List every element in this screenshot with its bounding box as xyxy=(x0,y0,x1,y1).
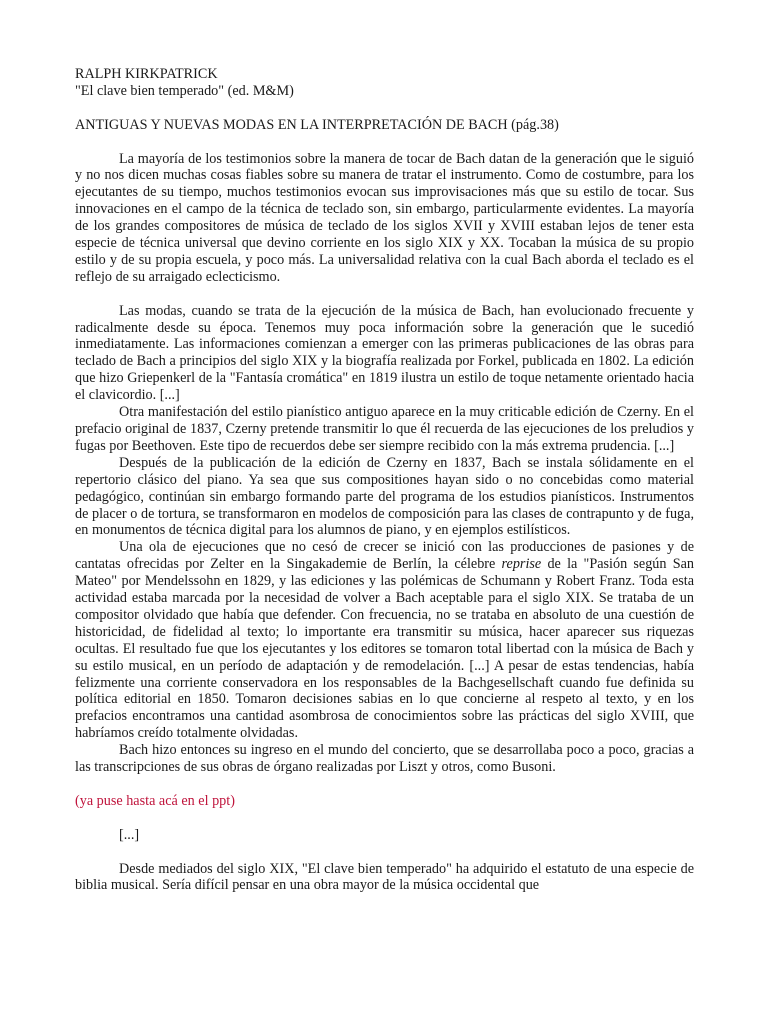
ellipsis-marker: [...] xyxy=(119,826,140,843)
spacer xyxy=(75,844,694,861)
spacer xyxy=(75,810,694,827)
spacer xyxy=(75,776,694,793)
source-reference: "El clave bien temperado" (ed. M&M) xyxy=(75,82,294,99)
paragraph-2: Las modas, cuando se trata de la ejecución de la música de Bach, han evolucionado frecuente y radicalmente desde su época. Tenemos muy poca información sobre la generación que le sucedió inmediatamente. Las informaciones comienzan a emerger con las primeras publicaciones de las obras para teclado de Bach a principios del siglo XIX y la biografía realizada por Forkel, publicada en 1802. La edición que hizo Griepenkerl de la "Fantasía cromática" en 1819 ilustra un estilo de toque netamente orientado hacia el clavicordio. [...] xyxy=(75,302,694,404)
paragraph-5-part-2: de la "Pasión según San Mateo" por Mendelssohn en 1829, y las ediciones y las polémicas de Schumann y Robert Franz. Toda esta actividad estaba marcada por la necesidad de volver a Bach aceptable para el siglo XIX. Se trataba de un compositor olvidado que había que defender. Con frecuencia, no se trataba en absoluto de una cuestión de historicidad, de fidelidad al texto; lo importante era transmitir su música, hacer aparecer sus riquezas ocultas. El resultado fue que los ejecutantes y los editores se tomaron total libertad con la música de Bach y su estilo musical, en un período de adaptación y de remodelación. [...] A pesar de estas tendencias, había felizmente una corriente conservadora en los responsables de la Bachgesellschaft cuando fue definida su política editorial en 1850. Tomaron decisiones sabias en lo que concierne al respeto al texto, y en los prefacios encontramos una cantidad asombrosa de conocimientos sobre las prácticas del siglo XVIII, que habríamos creído totalmente olvidadas. xyxy=(75,556,694,742)
section-title: ANTIGUAS Y NUEVAS MODAS EN LA INTERPRETACIÓN DE BACH (pág.38) xyxy=(75,116,559,133)
paragraph-6: Bach hizo entonces su ingreso en el mundo del concierto, que se desarrollaba poco a poco, gracias a las transcripciones de sus obras de órgano realizadas por Liszt y otros, como Busoni. xyxy=(75,742,694,776)
author-name: RALPH KIRKPATRICK xyxy=(75,66,218,82)
spacer xyxy=(75,134,694,151)
paragraph-7: Desde mediados del siglo XIX, "El clave bien temperado" ha adquirido el estatuto de una especie de biblia musical. Sería difícil pensar en una obra mayor de la música occidental que xyxy=(75,860,694,894)
margin-note: (ya puse hasta acá en el ppt) xyxy=(75,792,235,809)
paragraph-3: Otra manifestación del estilo pianístico antiguo aparece en la muy criticable edición de Czerny. En el prefacio original de 1837, Czerny pretende transmitir lo que él recuerda de las ejecuciones de los preludios y fugas por Beethoven. Este tipo de recuerdos debe ser siempre recibido con la más extrema prudencia. [...] xyxy=(75,404,694,454)
spacer xyxy=(75,100,694,117)
paragraph-4: Después de la publicación de la edición de Czerny en 1837, Bach se instala sólidamente en el repertorio clásico del piano. Ya sea que sus compositiones hayan sido o no concebidas como material pedagógico, continúan sin embargo formando parte del programa de los estudios pianísticos. Instrumentos de placer o de tortura, se transformaron en modelos de composición para las clases de contrapunto y de fuga, en monumentos de técnica digital para los alumnos de piano, y en ejemplos estilísticos. xyxy=(75,454,694,539)
paragraph-1: La mayoría de los testimonios sobre la manera de tocar de Bach datan de la generación que le siguió y no nos dicen muchas cosas fiables sobre su manera de tratar el instrumento. Como de costumbre, para los ejecutantes de su tiempo, muchos testimonios evocan sus improvisaciones más que su estilo de tocar. Sus innovaciones en el campo de la técnica de teclado son, sin embargo, particularmente evidentes. La mayoría de los grandes compositores de música de teclado de los siglos XVII y XVIII estaban lejos de tener esta especie de técnica universal que devino corriente en los siglo XIX y XX. Tocaban la música de su propio estilo y de su propia escuela, y poco más. La universalidad relativa con la cual Bach aborda el teclado es el reflejo de su arraigado eclecticismo. xyxy=(75,150,694,285)
paragraph-5-part-1: Una ola de ejecuciones que no cesó de crecer se inició con las producciones de pasiones y de cantatas ofrecidas por Zelter en la Singakademie de Berlín, la célebre xyxy=(75,539,694,573)
spacer xyxy=(75,286,694,303)
paragraph-5 xyxy=(75,539,694,742)
paragraph-5-italic: reprise xyxy=(501,556,542,573)
